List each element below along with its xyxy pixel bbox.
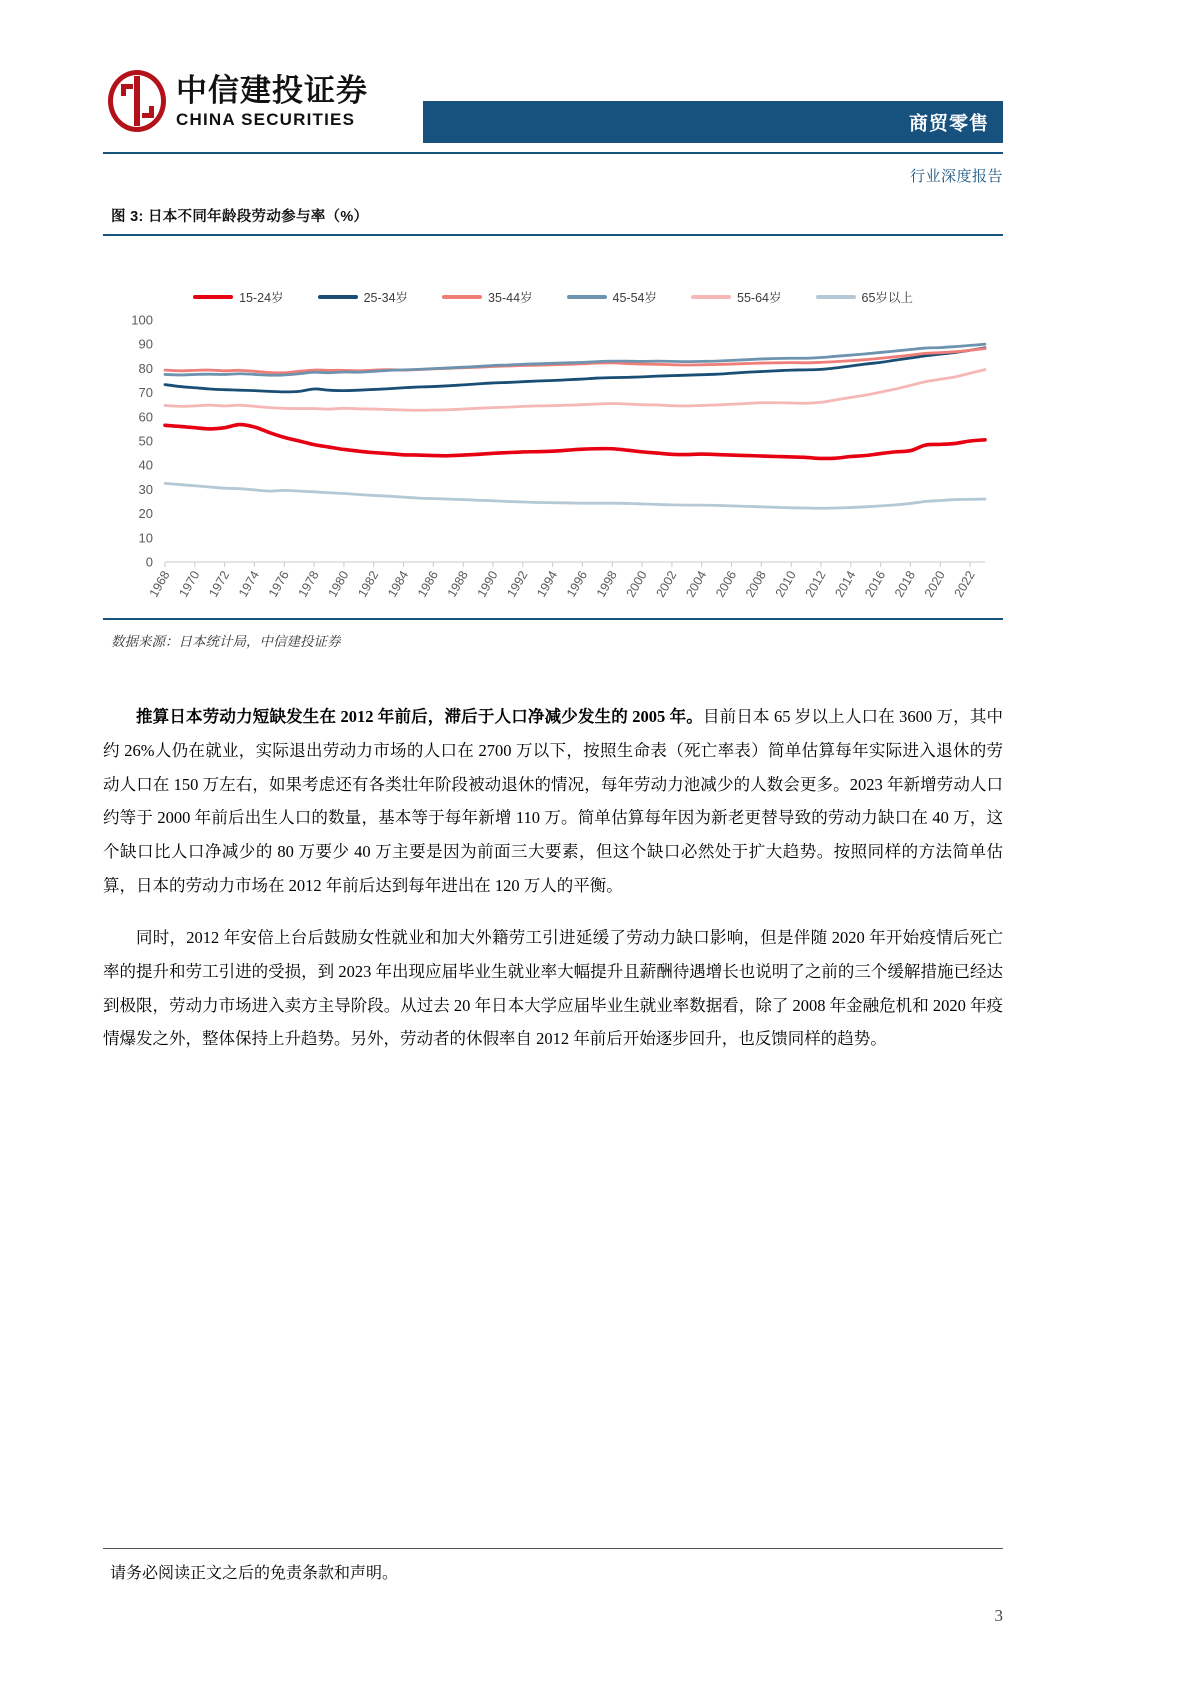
x-axis-tick-label: 2000	[623, 568, 650, 600]
y-axis-tick-label: 100	[131, 314, 153, 328]
x-axis-tick-label: 2020	[921, 568, 948, 600]
series-line-35-44岁	[165, 349, 985, 373]
china-securities-logo-icon	[108, 70, 166, 132]
y-axis-tick-label: 70	[138, 385, 153, 401]
x-axis-tick-label: 1982	[355, 568, 382, 600]
legend-label: 65岁以上	[861, 291, 913, 305]
x-axis-tick-label: 1992	[504, 568, 531, 600]
x-axis-tick-label: 1970	[176, 568, 203, 600]
page-number: 3	[994, 1606, 1003, 1625]
x-axis-tick-label: 1996	[564, 568, 591, 600]
x-axis-tick-label: 2018	[892, 568, 919, 600]
legend-label: 35-44岁	[488, 291, 533, 305]
figure-block	[103, 205, 1003, 650]
y-axis-tick-label: 90	[138, 336, 153, 352]
series-line-65岁以上	[165, 483, 985, 508]
x-axis-tick-label: 1988	[444, 568, 471, 600]
y-axis-tick-label: 50	[138, 433, 153, 449]
paragraph-1-lead: 推算日本劳动力短缺发生在 2012 年前后，滞后于人口净减少发生的 2005 年。	[136, 707, 703, 726]
footer-divider	[103, 1548, 1003, 1549]
x-axis-tick-label: 2022	[951, 568, 978, 600]
chart-plot-area	[103, 314, 1003, 614]
article-content	[103, 700, 1003, 1074]
legend-item[interactable]	[691, 288, 781, 306]
legend-swatch-icon	[318, 295, 358, 299]
x-axis-tick-label: 1976	[265, 568, 292, 600]
legend-label: 55-64岁	[737, 291, 782, 305]
x-axis-tick-label: 2016	[862, 568, 889, 600]
x-axis-tick-label: 2012	[802, 568, 829, 600]
x-axis-tick-label: 1984	[385, 568, 412, 600]
legend-swatch-icon	[816, 295, 856, 299]
header-divider	[103, 152, 1003, 154]
footer-disclaimer: 请务必阅读正文之后的免责条款和声明。	[110, 1565, 399, 1582]
line-chart	[103, 314, 1003, 614]
series-line-15-24岁	[165, 425, 985, 459]
logo-english-name: CHINA SECURITIES	[176, 109, 356, 129]
x-axis-tick-label: 1968	[146, 568, 173, 600]
company-logo	[108, 70, 368, 132]
x-axis-tick-label: 2008	[742, 568, 769, 600]
x-axis-tick-label: 1998	[593, 568, 620, 600]
legend-label: 45-54岁	[612, 291, 658, 305]
y-axis-tick-label: 10	[138, 530, 153, 546]
x-axis-tick-label: 1994	[534, 568, 561, 600]
x-axis-tick-label: 2006	[713, 568, 740, 600]
legend-label: 15-24岁	[239, 291, 284, 305]
x-axis-tick-label: 2002	[653, 568, 680, 600]
x-axis-tick-label: 1974	[236, 568, 263, 600]
legend-swatch-icon	[567, 295, 607, 299]
figure-source: 数据来源：日本统计局，中信建投证券	[111, 633, 341, 649]
paragraph-1	[103, 700, 1003, 903]
header-banner	[423, 101, 1003, 143]
x-axis-tick-label: 2004	[683, 568, 710, 600]
legend-swatch-icon	[691, 295, 731, 299]
y-axis-tick-label: 60	[138, 409, 153, 425]
legend-item[interactable]	[318, 288, 408, 306]
legend-swatch-icon	[442, 295, 482, 299]
x-axis-tick-label: 1978	[295, 568, 322, 600]
logo-chinese-name: 中信建投证券	[176, 72, 368, 108]
x-axis-tick-label: 1972	[206, 568, 233, 600]
x-axis-tick-label: 1986	[414, 568, 441, 600]
figure-body	[103, 236, 1003, 616]
paragraph-2: 同时，2012 年安倍上台后鼓励女性就业和加大外籍劳工引进延缓了劳动力缺口影响，但是伴随 2020 年开始疫情后死亡率的提升和劳工引进的受损，到 2023 年出现应届毕业生就业率大幅提升且薪酬待遇增长也说明了之前的三个缓解措施已经达到极限，劳动力市场进入卖方主导阶段。从过去 20 年日本大学应届毕业生就业率数据看，除了 2008 年金融危机和 2020 年疫情爆发之外，整体保持上升趋势。另外，劳动者的休假率自 2012 年前后开始逐步回升，也反馈同样的趋势。	[103, 927, 1004, 1049]
x-axis-tick-label: 2010	[772, 568, 799, 600]
x-axis-tick-label: 1980	[325, 568, 352, 600]
x-axis-tick-label: 2014	[832, 568, 859, 600]
legend-item[interactable]	[816, 288, 913, 306]
legend-item[interactable]	[567, 288, 657, 306]
paragraph-1-rest: 目前日本 65 岁以上人口在 3600 万，其中约 26%人仍在就业，实际退出劳动力市场的人口在 2700 万以下，按照生命表（死亡率表）简单估算每年实际进入退休的劳动人口在 150 万左右，如果考虑还有各类壮年阶段被动退休的情况，每年劳动力池减少的人数会更多。2023 年新增劳动人口约等于 2000 年前后出生人口的数量，基本等于每年新增 110 万。简单估算每年因为新老更替导致的劳动力缺口在 40 万，这个缺口比人口净减少的 80 万要少 40 万主要是因为前面三大要素，但这个缺口必然处于扩大趋势。按照同样的方法简单估算，日本的劳动力市场在 2012 年前后达到每年进出在 120 万人的平衡。	[103, 707, 1004, 896]
x-axis-tick-label: 1990	[474, 568, 501, 600]
page-header	[0, 0, 1200, 185]
legend-item[interactable]	[193, 288, 283, 306]
figure-title: 图 3: 日本不同年龄段劳动参与率（%）	[111, 209, 369, 225]
sector-title: 商贸零售	[908, 113, 989, 135]
legend-label: 25-34岁	[363, 291, 409, 305]
y-axis-tick-label: 30	[138, 481, 153, 497]
y-axis-tick-label: 80	[138, 360, 153, 376]
y-axis-tick-label: 40	[138, 457, 153, 473]
y-axis-tick-label: 20	[138, 506, 153, 522]
chart-legend	[103, 288, 1003, 306]
report-type-label: 行业深度报告	[909, 168, 1003, 185]
legend-swatch-icon	[193, 295, 233, 299]
legend-item[interactable]	[442, 288, 532, 306]
y-axis-tick-label: 0	[145, 554, 153, 570]
